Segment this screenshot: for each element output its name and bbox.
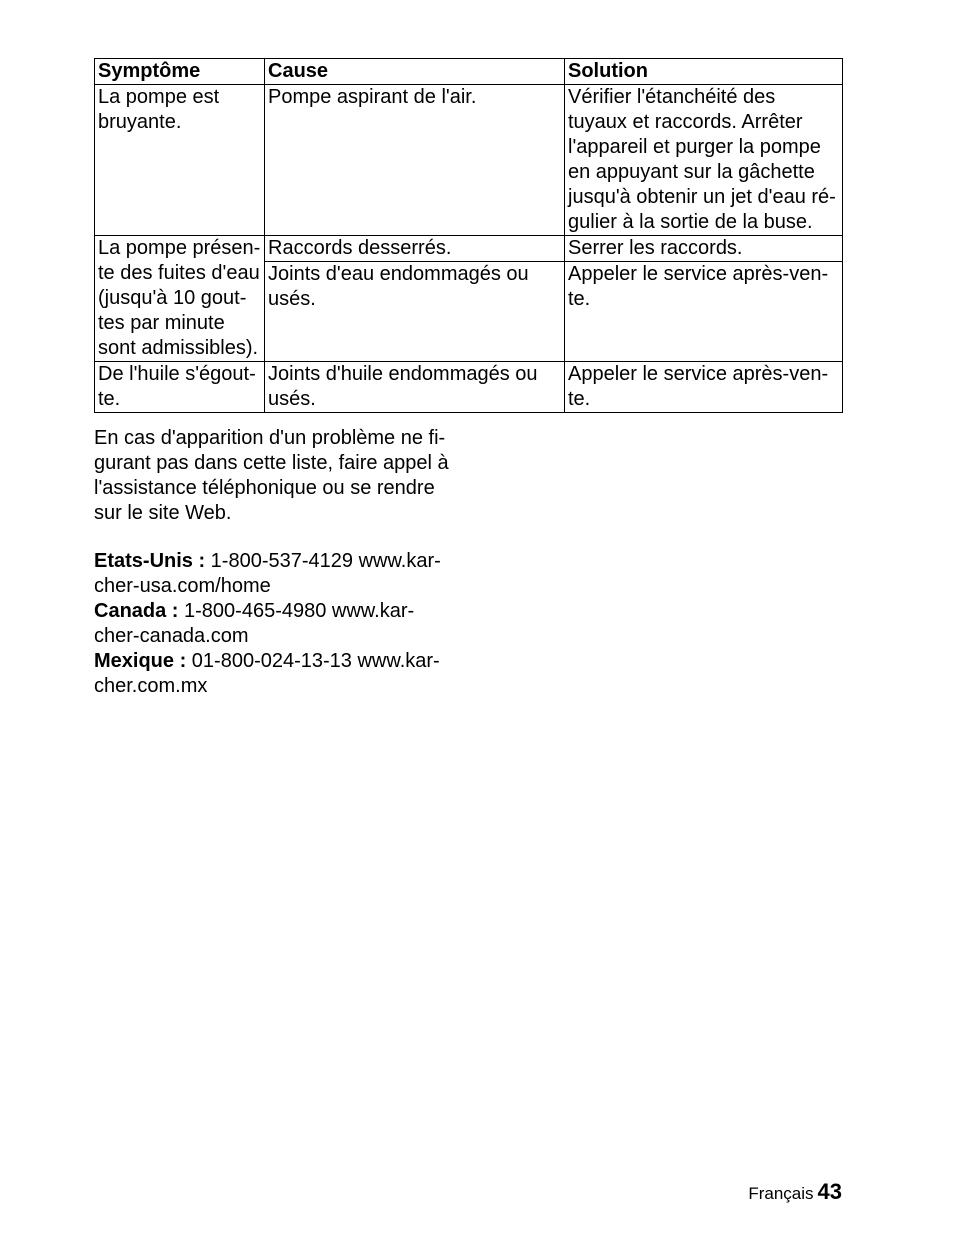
contact-mexico bbox=[94, 649, 494, 699]
contact-list bbox=[94, 549, 494, 699]
contact-canada bbox=[94, 599, 494, 649]
contact-country: Etats-Unis : bbox=[94, 550, 206, 572]
page-number: 43 bbox=[817, 1179, 842, 1204]
symptom-cell: La pompe présen- te des fuites d'eau (jusqu'à 10 gout- tes par minute sont admissibles). bbox=[95, 236, 265, 362]
column-header-symptom: Symptôme bbox=[95, 59, 265, 85]
contact-details: 1-800-465-4980 www.kar- cher-canada.com bbox=[94, 600, 415, 647]
cause-cell: Joints d'eau endommagés ou usés. bbox=[265, 262, 565, 362]
troubleshooting-table bbox=[94, 58, 843, 413]
solution-cell: Serrer les raccords. bbox=[565, 236, 843, 262]
solution-cell: Appeler le service après-ven- te. bbox=[565, 262, 843, 362]
column-header-cause: Cause bbox=[265, 59, 565, 85]
cause-cell: Pompe aspirant de l'air. bbox=[265, 85, 565, 236]
table-header-row bbox=[95, 59, 843, 85]
contact-usa bbox=[94, 549, 494, 599]
contact-country: Canada : bbox=[94, 600, 179, 622]
cause-cell: Joints d'huile endommagés ou usés. bbox=[265, 362, 565, 413]
solution-cell: Vérifier l'étanchéité des tuyaux et raccords. Arrêter l'appareil et purger la pompe en appuyant sur la gâchette jusqu'à obtenir un jet d'eau ré- gulier à la sortie de la buse. bbox=[565, 85, 843, 236]
solution-cell: Appeler le service après-ven- te. bbox=[565, 362, 843, 413]
symptom-cell: La pompe est bruyante. bbox=[95, 85, 265, 236]
contact-country: Mexique : bbox=[94, 650, 187, 672]
table-row bbox=[95, 85, 843, 236]
footer-language: Français bbox=[748, 1184, 814, 1203]
table-row bbox=[95, 362, 843, 413]
contact-details: 01-800-024-13-13 www.kar- cher.com.mx bbox=[94, 650, 440, 697]
page-footer bbox=[748, 1178, 842, 1208]
column-header-solution: Solution bbox=[565, 59, 843, 85]
cause-cell: Raccords desserrés. bbox=[265, 236, 565, 262]
symptom-cell: De l'huile s'égout- te. bbox=[95, 362, 265, 413]
table-row bbox=[95, 236, 843, 262]
support-note: En cas d'apparition d'un problème ne fi- gurant pas dans cette liste, faire appel à l'assistance téléphonique ou se rendre sur le site Web. bbox=[94, 427, 449, 524]
contact-details: 1-800-537-4129 www.kar- cher-usa.com/home bbox=[94, 550, 441, 597]
